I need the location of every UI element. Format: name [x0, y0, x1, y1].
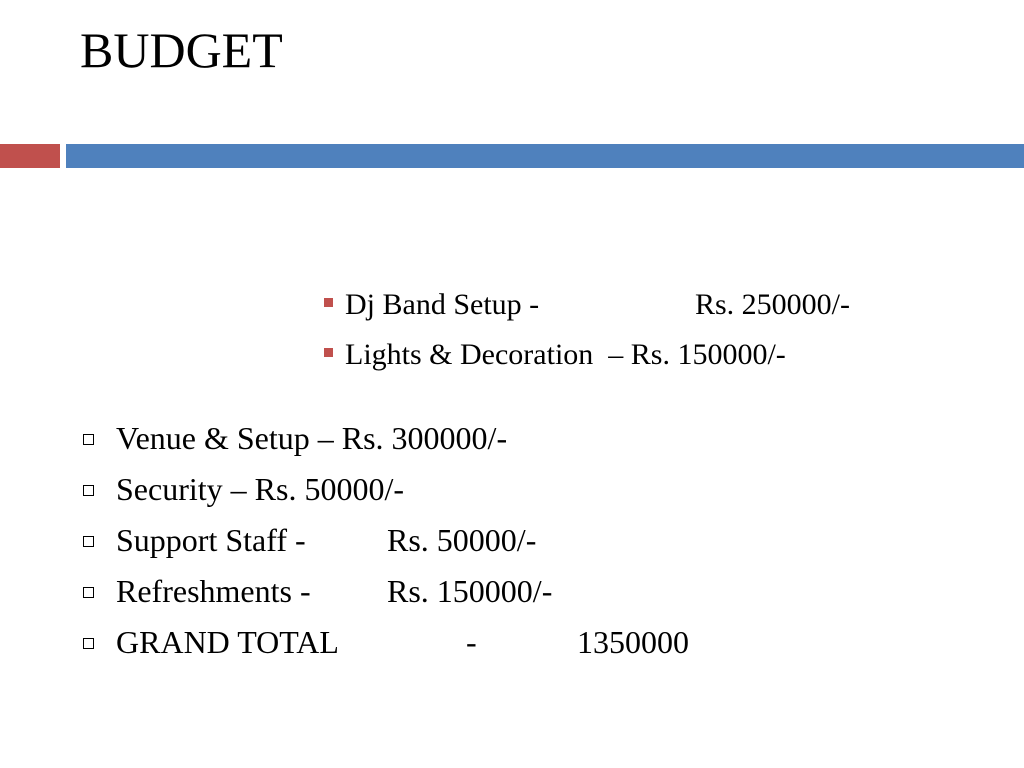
item-amount: 1350000 [577, 624, 689, 660]
square-filled-icon [324, 298, 333, 307]
item-amount: Rs. 50000/- [387, 522, 537, 558]
item-label: Lights & Decoration – Rs. 150000/- [345, 338, 786, 371]
square-outline-icon [83, 536, 94, 547]
item-label: Dj Band Setup - [345, 288, 540, 321]
square-filled-icon [324, 348, 333, 357]
item-label: Support Staff - [116, 522, 306, 558]
square-outline-icon [83, 485, 94, 496]
item-label: GRAND TOTAL [116, 624, 339, 660]
item-label: Security – Rs. 50000/- [116, 471, 404, 507]
item-amount: Rs. 150000/- [387, 573, 553, 609]
accent-bar-red [0, 144, 60, 168]
square-outline-icon [83, 587, 94, 598]
square-outline-icon [83, 638, 94, 649]
slide-title: BUDGET [80, 22, 283, 78]
square-outline-icon [83, 434, 94, 445]
item-amount: Rs. 250000/- [695, 288, 851, 321]
item-label: Venue & Setup – Rs. 300000/- [116, 420, 508, 456]
accent-bar-blue [66, 144, 1024, 168]
item-dash: - [466, 624, 477, 660]
item-label: Refreshments - [116, 573, 311, 609]
